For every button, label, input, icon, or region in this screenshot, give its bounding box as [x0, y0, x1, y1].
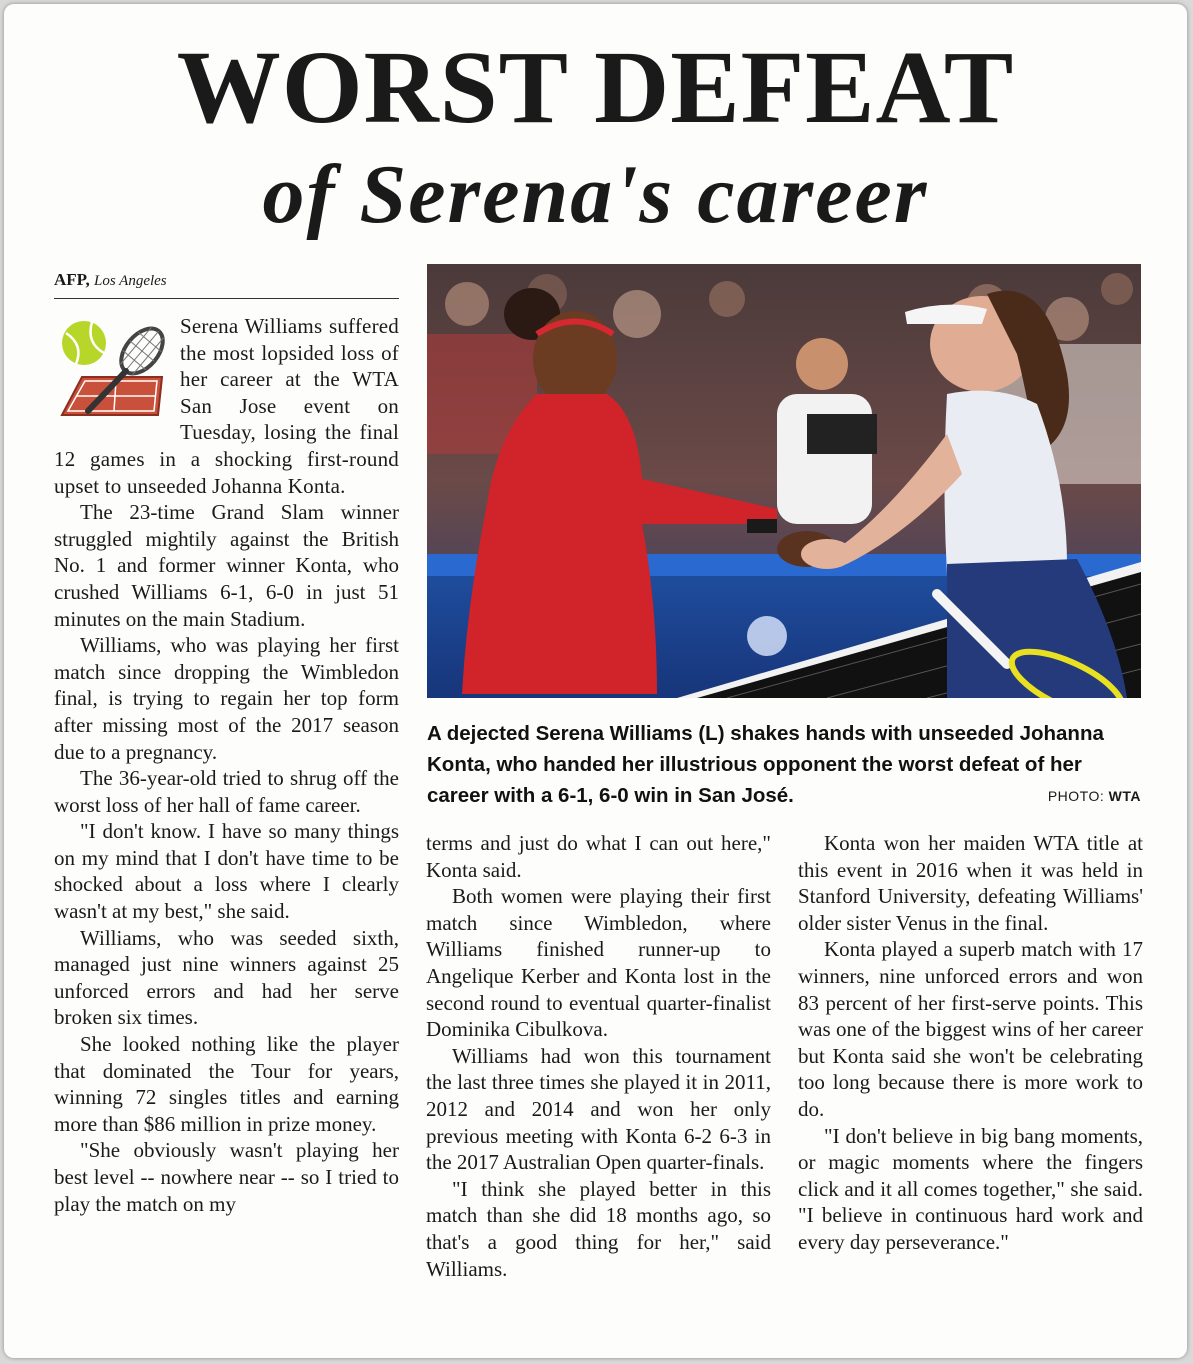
newspaper-clipping	[4, 4, 1187, 1358]
article-column-1	[54, 313, 399, 1217]
article-paragraph: She looked nothing like the player that dominated the Tour for years, winning 72 singles titles and earning more than $86 million in prize money.	[54, 1032, 399, 1136]
article-paragraph: "I don't believe in big bang moments, or magic moments where the fingers click and it all comes together," she said. "I believe in continuous hard work and every day perseverance."	[798, 1123, 1143, 1254]
article-paragraph: Konta won her maiden WTA title at this event in 2016 when it was held in Stanford University, defeating Williams' older sister Venus in the final.	[798, 831, 1143, 935]
article-paragraph: "I think she played better in this match than she did 18 months ago, so that's a good thing for her," said Williams.	[426, 1176, 771, 1281]
photo-credit-source: WTA	[1108, 788, 1141, 804]
article-paragraph: Williams, who was seeded sixth, managed just nine winners against 25 unforced errors and had her serve broken six times.	[54, 925, 399, 1030]
article-paragraph: Both women were playing their first match since Wimbledon, where Williams finished runner-up to Angelique Kerber and Konta lost in the second round to eventual quarter-finalist Dominika Cibulkova.	[426, 884, 771, 1042]
article-paragraph: "She obviously wasn't playing her best level -- nowhere near -- so I tried to play the match on my	[54, 1138, 399, 1216]
article-column-2	[426, 830, 771, 1282]
article-paragraph: Serena Williams suffered the most lopsided loss of her career at the WTA San Jose event on Tuesday, losing the final 12 games in a shocking first-round upset to unseeded Johanna Konta.	[54, 314, 399, 498]
article-paragraph: The 36-year-old tried to shrug off the worst loss of her hall of fame career.	[54, 766, 399, 817]
photo-caption: A dejected Serena Williams (L) shakes hands with unseeded Johanna Konta, who handed her illustrious opponent the worst defeat of her career with a 6-1, 6-0 win in San José.	[427, 722, 1104, 807]
dateline-agency: AFP,	[54, 270, 90, 289]
photo-credit-label: PHOTO:	[1047, 788, 1109, 804]
tennis-icon	[54, 315, 174, 425]
match-photo	[427, 264, 1141, 698]
article-paragraph: Williams had won this tournament the last three times she played it in 2011, 2012 and 2014 and won her only previous meeting with Konta 6-2 6-3 in the 2017 Australian Open quarter-finals.	[426, 1043, 771, 1175]
dateline-place: Los Angeles	[94, 273, 167, 289]
article-paragraph: Konta played a superb match with 17 winners, nine unforced errors and won 83 percent of her first-serve points. This was one of the biggest wins of her career but Konta said she won't be celebrating too long because there is more work to do.	[798, 937, 1143, 1121]
subheadline: of Serena's career	[262, 148, 929, 241]
headline: WORST DEFEAT	[176, 30, 1015, 145]
article-paragraph: The 23-time Grand Slam winner struggled mightily against the British No. 1 and former winner Konta, who crushed Williams 6-1, 6-0 in just 51 minutes on the main Stadium.	[54, 500, 399, 631]
article-paragraph: terms and just do what I can out here," Konta said.	[426, 831, 771, 882]
article-column-3	[798, 830, 1143, 1256]
handshake-photo	[427, 264, 1141, 698]
photo-credit	[1048, 788, 1141, 804]
article-paragraph: Williams, who was playing her first match since dropping the Wimbledon final, is trying to regain her top form after missing most of the 2017 season due to a pregnancy.	[54, 633, 399, 764]
article-paragraph: "I don't know. I have so many things on my mind that I don't have time to be shocked about a loss where I clearly wasn't at my best," she said.	[54, 819, 399, 924]
dateline	[54, 270, 399, 299]
